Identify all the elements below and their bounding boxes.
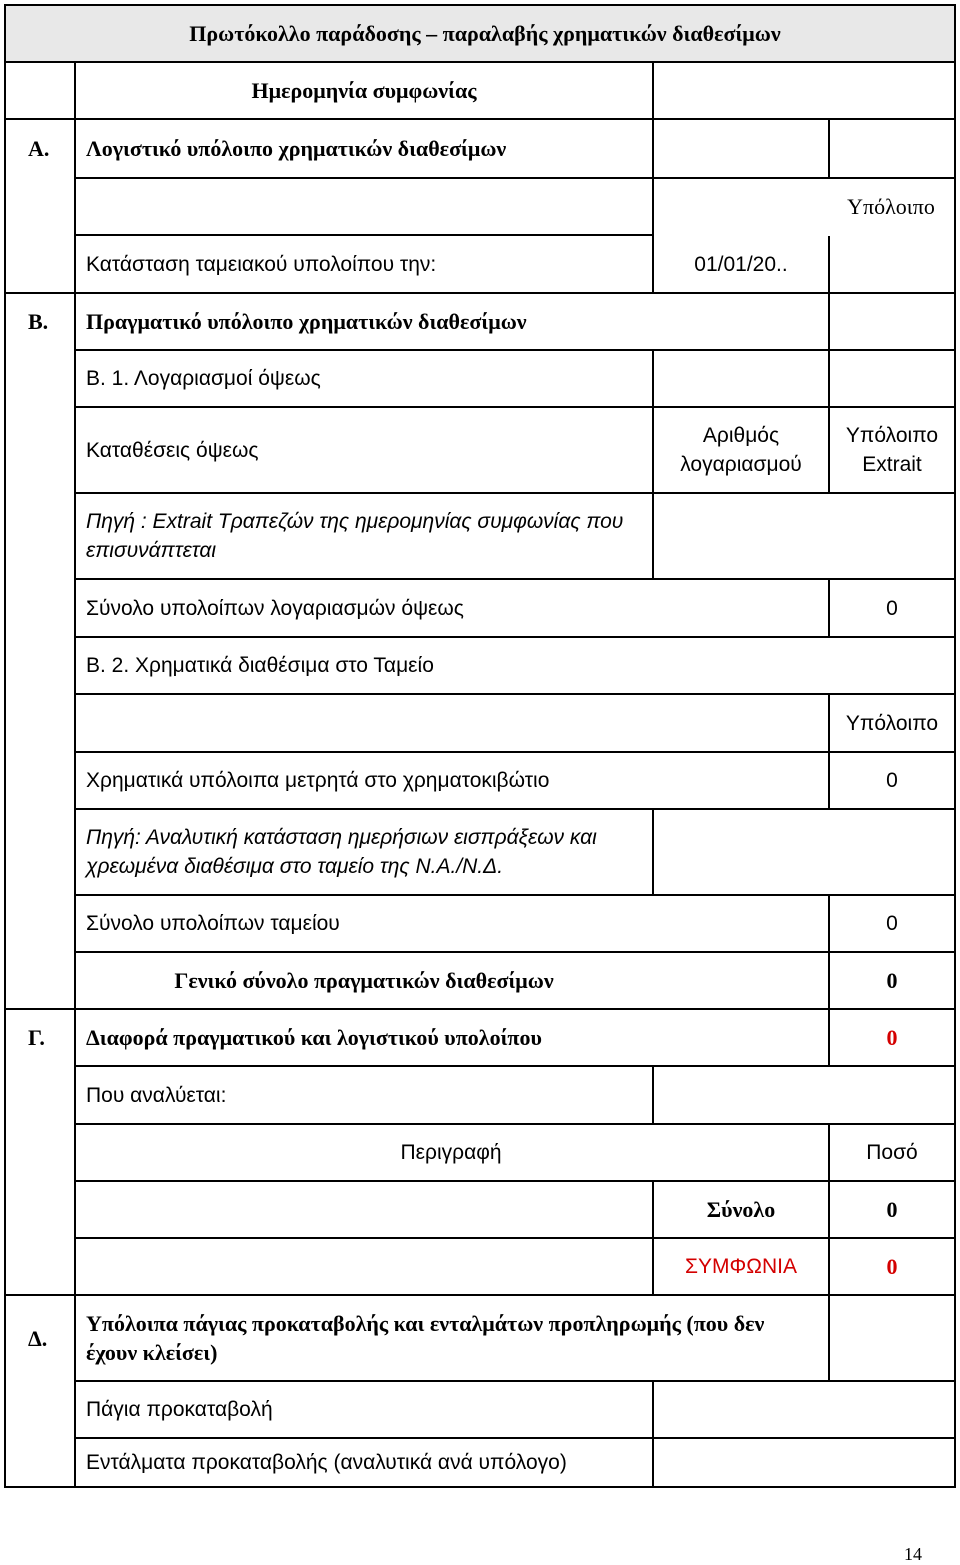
section-d-heading: Υπόλοιπα πάγιας προκαταβολής και ενταλμάτων προπληρωμής (που δεν έχουν κλείσει)	[86, 1311, 765, 1365]
section-b-heading: Πραγματικό υπόλοιπο χρηματικών διαθεσίμων	[86, 309, 527, 334]
section-a-letter: Α.	[28, 136, 50, 161]
title-row	[6, 6, 954, 61]
b2-total-row	[6, 896, 954, 951]
page-number: 14	[904, 1544, 922, 1564]
extrait-balance-header: Υπόλοιπο Extrait	[845, 424, 939, 476]
account-number-header: Αριθμός λογαριασμού	[680, 424, 802, 476]
grand-total-label: Γενικό σύνολο πραγματικών διαθεσίμων	[174, 968, 554, 993]
section-a-balance-header-row	[6, 179, 954, 234]
analysis-row	[6, 1067, 954, 1123]
b1-total-value: 0	[886, 596, 898, 620]
agreement-date-label: Ημερομηνία συμφωνίας	[251, 78, 477, 103]
sum-value: 0	[886, 1197, 898, 1222]
grand-total-value: 0	[886, 968, 898, 993]
deposits-label: Καταθέσεις όψεως	[86, 438, 259, 462]
amount-header: Ποσό	[866, 1141, 918, 1164]
b2-balance-header: Υπόλοιπο	[845, 711, 939, 735]
description-header-row	[6, 1125, 954, 1180]
b2-source-note: Πηγή: Αναλυτική κατάσταση ημερήσιων εισπράξεων και χρεωμένα διαθέσιμα στο ταμείο της Ν.Α./Ν.Δ.	[86, 826, 597, 878]
agreement-date-row	[6, 63, 954, 118]
warrants-row	[6, 1439, 954, 1486]
agreement-row	[6, 1239, 954, 1294]
description-header: Περιγραφή	[400, 1141, 502, 1164]
section-a-balance-header: Υπόλοιπο	[847, 194, 935, 219]
section-a-row	[6, 120, 954, 177]
b1-total-row	[6, 580, 954, 636]
agreement-date-value-cell	[654, 63, 954, 118]
b2-heading: Β. 2. Χρηματικά διαθέσιμα στο Ταμείο	[86, 654, 434, 677]
section-b-row	[6, 294, 954, 349]
section-d-letter: Δ.	[28, 1325, 48, 1351]
b2-total-value: 0	[886, 912, 898, 935]
agreement-label: ΣΥΜΦΩΝΙΑ	[685, 1255, 797, 1278]
cash-status-date: 01/01/20..	[694, 252, 788, 276]
sum-label: Σύνολο	[706, 1197, 776, 1222]
section-c-heading: Διαφορά πραγματικού και λογιστικού υπολοίπου	[86, 1025, 542, 1050]
section-c-row	[6, 1010, 954, 1065]
form-title: Πρωτόκολλο παράδοσης – παραλαβής χρηματικών διαθεσίμων	[189, 21, 781, 46]
fixed-advance-label: Πάγια προκαταβολή	[86, 1398, 273, 1421]
grand-total-row	[6, 953, 954, 1008]
b1-source-note: Πηγή : Extrait Τραπεζών της ημερομηνίας συμφωνίας που επισυνάπτεται	[86, 510, 624, 562]
agreement-value: 0	[886, 1254, 898, 1279]
b2-heading-row	[6, 638, 954, 693]
sum-row	[6, 1182, 954, 1237]
warrants-label: Εντάλματα προκαταβολής (αναλυτικά ανά υπόλογο)	[86, 1451, 567, 1474]
safe-value: 0	[886, 769, 898, 792]
b2-total-label: Σύνολο υπολοίπων ταμείου	[86, 912, 340, 935]
b1-source-row	[6, 494, 954, 578]
safe-row	[6, 753, 954, 808]
analysis-label: Που αναλύεται:	[86, 1083, 227, 1107]
section-b-letter: Β.	[28, 309, 49, 334]
section-a-heading: Λογιστικό υπόλοιπο χρηματικών διαθεσίμων	[86, 136, 507, 161]
b1-heading: Β. 1. Λογαριασμοί όψεως	[86, 367, 321, 390]
b2-source-row	[6, 810, 954, 894]
cash-status-row	[6, 236, 954, 292]
section-d-row	[6, 1296, 954, 1380]
cash-status-label: Κατάσταση ταμειακού υπολοίπου την:	[86, 252, 437, 276]
delivery-protocol-form	[4, 4, 956, 1488]
deposits-header-row	[6, 408, 954, 492]
section-c-letter: Γ.	[28, 1025, 45, 1050]
b1-total-label: Σύνολο υπολοίπων λογαριασμών όψεως	[86, 596, 464, 620]
b1-heading-row	[6, 351, 954, 406]
b2-balance-header-row	[6, 695, 954, 751]
fixed-advance-row	[6, 1382, 954, 1437]
safe-label: Χρηματικά υπόλοιπα μετρητά στο χρηματοκιβώτιο	[86, 769, 550, 792]
section-c-value: 0	[886, 1025, 898, 1050]
